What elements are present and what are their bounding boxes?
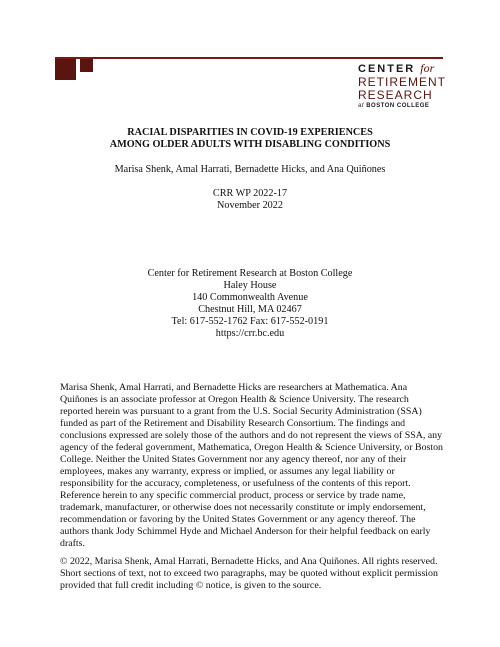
crr-logo xyxy=(358,62,448,111)
disclaimer-line: recommendation or favoring by the United States Government or any agency thereof. The xyxy=(60,514,416,525)
paper-info xyxy=(0,188,500,212)
address-org: Center for Retirement Research at Boston College xyxy=(147,268,353,279)
logo-square-small xyxy=(80,59,93,72)
address-street: 140 Commonwealth Avenue xyxy=(192,292,308,303)
logo-square-large xyxy=(55,59,76,80)
disclaimer-line: employees, makes any warranty, express or implied, or assumes any legal liability or xyxy=(60,466,395,477)
disclaimer-line: trademark, manufacturer, or otherwise does not necessarily constitute or imply endorsement, xyxy=(60,502,426,513)
title-line-1: RACIAL DISPARITIES IN COVID-19 EXPERIENCES xyxy=(127,127,373,138)
paper-title xyxy=(0,127,500,151)
disclaimer-line: agency of the federal government, Mathematica, Oregon Health & Science University, or Boston xyxy=(60,442,443,453)
disclaimer-line: College. Neither the United States Government nor any agency thereof, nor any of their xyxy=(60,454,407,465)
disclaimer-line: reported herein was pursuant to a grant from the U.S. Social Security Administration (SSA) xyxy=(60,406,422,417)
logo-center-text: CENTER xyxy=(358,63,416,75)
disclaimer-paragraph xyxy=(60,382,452,550)
title-line-2: AMONG OLDER ADULTS WITH DISABLING CONDITIONS xyxy=(109,139,391,150)
address-phone-fax: Tel: 617-552-1762 Fax: 617-552-0191 xyxy=(171,316,329,327)
disclaimer-line: Reference herein to any specific commercial product, process or service by trade name, xyxy=(60,490,406,501)
logo-for-text: for xyxy=(420,61,435,75)
disclaimer-line: authors thank Jody Schimmel Hyde and Michael Anderson for their helpful feedback on early xyxy=(60,526,431,537)
paper-date: November 2022 xyxy=(217,200,283,211)
address-city: Chestnut Hill, MA 02467 xyxy=(198,304,302,315)
copyright-paragraph xyxy=(60,556,452,592)
disclaimer-line: Marisa Shenk, Amal Harrati, and Bernadette Hicks are researchers at Mathematica. Ana xyxy=(60,382,408,393)
disclaimer-line: conclusions expressed are solely those of the authors and do not represent the views of SSA, any xyxy=(60,430,443,441)
copyright-line: © 2022, Marisa Shenk, Amal Harrati, Bernadette Hicks, and Ana Quiñones. All rights reserved. xyxy=(60,556,438,567)
author-list: Marisa Shenk, Amal Harrati, Bernadette Hicks, and Ana Quiñones xyxy=(114,164,386,175)
header-rule xyxy=(55,57,443,59)
working-paper-number: CRR WP 2022-17 xyxy=(212,188,288,199)
disclaimer-line: funded as part of the Retirement and Disability Research Consortium. The findings and xyxy=(60,418,406,429)
disclaimer-line: Quiñones is an associate professor at Oregon Health & Science University. The research xyxy=(60,394,409,405)
address-block xyxy=(0,268,500,340)
address-building: Haley House xyxy=(223,280,277,291)
logo-line-research: RESEARCH xyxy=(358,88,433,102)
logo-line-center xyxy=(358,62,448,76)
disclaimer-line: drafts. xyxy=(60,538,85,549)
address-url[interactable]: https://crr.bc.edu xyxy=(215,328,285,339)
copyright-line: provided that full credit including © notice, is given to the source. xyxy=(60,580,322,591)
logo-bc-text: BOSTON COLLEGE xyxy=(366,103,430,109)
disclaimer-line: responsibility for the accuracy, completeness, or usefulness of the contents of this report. xyxy=(60,478,411,489)
logo-line-retirement: RETIREMENT xyxy=(358,75,446,89)
logo-line-bc xyxy=(358,102,448,111)
copyright-line: Short sections of text, not to exceed two paragraphs, may be quoted without explicit permission xyxy=(60,568,438,579)
logo-at-text: at xyxy=(358,103,365,109)
